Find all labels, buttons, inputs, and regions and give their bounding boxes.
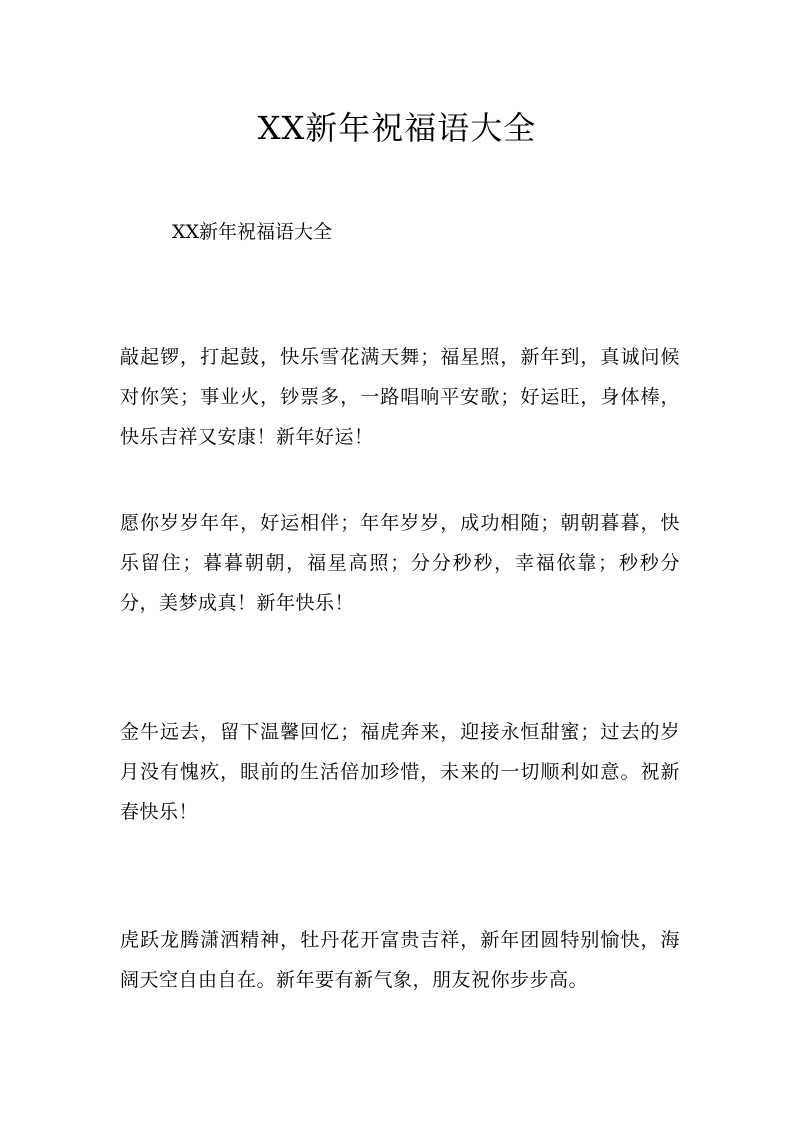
paragraph-1: 敲起锣，打起鼓，快乐雪花满天舞；福星照，新年到，真诚问候对你笑；事业火，钞票多，一路唱响平安歌；好运旺，身体棒，快乐吉祥又安康！新年好运！ xyxy=(120,346,680,448)
paragraph-3: 金牛远去，留下温馨回忆；福虎奔来，迎接永恒甜蜜；过去的岁月没有愧疚，眼前的生活倍加珍惜，未来的一切顺利如意。祝新春快乐！ xyxy=(120,721,680,823)
document-subtitle: XX新年祝福语大全 xyxy=(172,221,333,243)
paragraph-4: 虎跃龙腾潇洒精神，牡丹花开富贵吉祥，新年团圆特别愉快，海阔天空自由自在。新年要有新气象，朋友祝你步步高。 xyxy=(120,929,680,991)
document-title: XX新年祝福语大全 xyxy=(257,109,537,147)
paragraph-2: 愿你岁岁年年，好运相伴；年年岁岁，成功相随；朝朝暮暮，快乐留住；暮暮朝朝，福星高照；分分秒秒，幸福依靠；秒秒分分，美梦成真！新年快乐！ xyxy=(120,512,680,614)
